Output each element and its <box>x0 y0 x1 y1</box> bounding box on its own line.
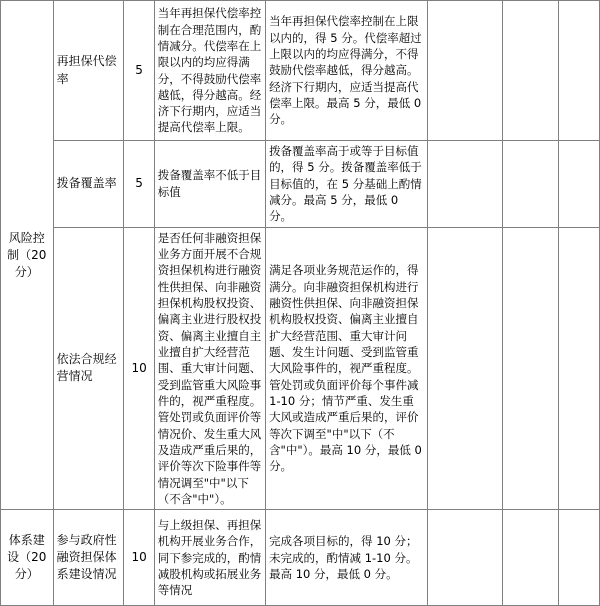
cell-item-reguarantee-compensation-rate: 再担保代偿率 <box>53 1 124 141</box>
cell-category-system-construction: 体系建设（20分） <box>1 510 54 606</box>
cell-standard-text: 是否任何非融资担保业务方面开展不合规资担保机构进行融资性供担保、向非融资担保机构股权投资、偏离主业进行股权投资、偏离主业擅自主业擅自扩大经营范围、重大审计问题、受到监管重大风险事件的，视严重程度。管处罚或负面评价等情况价、发生重大风及造成严重后果的，评价等次下险事件等情况调至"中"以下（不含"中"）。 <box>154 227 265 510</box>
cell-review-score[interactable] <box>502 227 559 510</box>
cell-final-score[interactable] <box>559 141 600 228</box>
table-row <box>1 510 600 606</box>
cell-review-score[interactable] <box>502 510 559 606</box>
cell-final-score[interactable] <box>559 510 600 606</box>
table-row <box>1 227 600 510</box>
cell-standard-text: 当年再担保代偿率控制在合理范围内，酌情减分。代偿率在上限以内的均应得满分，不得鼓励代偿率越低，得分越高。经济下行期内，应适当提高代偿率上限。 <box>154 1 265 141</box>
cell-item-provision-coverage-rate: 拨备覆盖率 <box>53 141 124 228</box>
cell-standard-text: 与上级担保、再担保机构开展业务合作，同下参完成的，酌情减股机构或拓展业务等情况 <box>154 510 265 606</box>
cell-review-score[interactable] <box>502 141 559 228</box>
cell-score-value: 10 <box>124 510 154 606</box>
cell-score-value: 5 <box>124 1 154 141</box>
cell-self-score[interactable] <box>427 510 502 606</box>
cell-item-legal-compliance-operation: 依法合规经营情况 <box>53 227 124 510</box>
cell-final-score[interactable] <box>559 1 600 141</box>
cell-method-text: 拨备覆盖率高于或等于目标值的，得 5 分。拨备覆盖率低于目标值的，在 5 分基础上酌情减分。最高 5 分，最低 0 分。 <box>266 141 428 228</box>
cell-method-text: 当年再担保代偿率控制在上限以内的，得 5 分。代偿率超过上限以内的均应得满分，不得鼓励代偿率越低，得分越高。经济下行期内，应适当提高代偿率上限。最高 5 分，最低 0 分。 <box>266 1 428 141</box>
table-row <box>1 141 600 228</box>
cell-standard-text: 拨备覆盖率不低于目标值 <box>154 141 265 228</box>
cell-method-text: 完成各项目标的，得 10 分；未完成的，酌情减 1-10 分。最高 10 分，最低 0 分。 <box>266 510 428 606</box>
table-row <box>1 1 600 141</box>
cell-self-score[interactable] <box>427 1 502 141</box>
cell-final-score[interactable] <box>559 227 600 510</box>
cell-self-score[interactable] <box>427 227 502 510</box>
cell-score-value: 10 <box>124 227 154 510</box>
cell-score-value: 5 <box>124 141 154 228</box>
cell-review-score[interactable] <box>502 1 559 141</box>
cell-item-government-financing-guarantee-system: 参与政府性融资担保体系建设情况 <box>53 510 124 606</box>
cell-method-text: 满足各项业务规范运作的，得满分。向非融资担保机构进行融资性供担保、向非融资担保机构股权投资、偏离主业擅自扩大经营范围、重大审计问题、发生计问题、受到监管重大风险事件的，视严重程度。管处罚或负面评价每个事件减 1-10 分；情节严重、发生重大风或造成严重后果的，评价等次下调至"中"以下（不含"中"）。最高 10 分，最低 0 分。 <box>266 227 428 510</box>
cell-self-score[interactable] <box>427 141 502 228</box>
cell-category-risk: 风险控制（20分） <box>1 1 54 510</box>
